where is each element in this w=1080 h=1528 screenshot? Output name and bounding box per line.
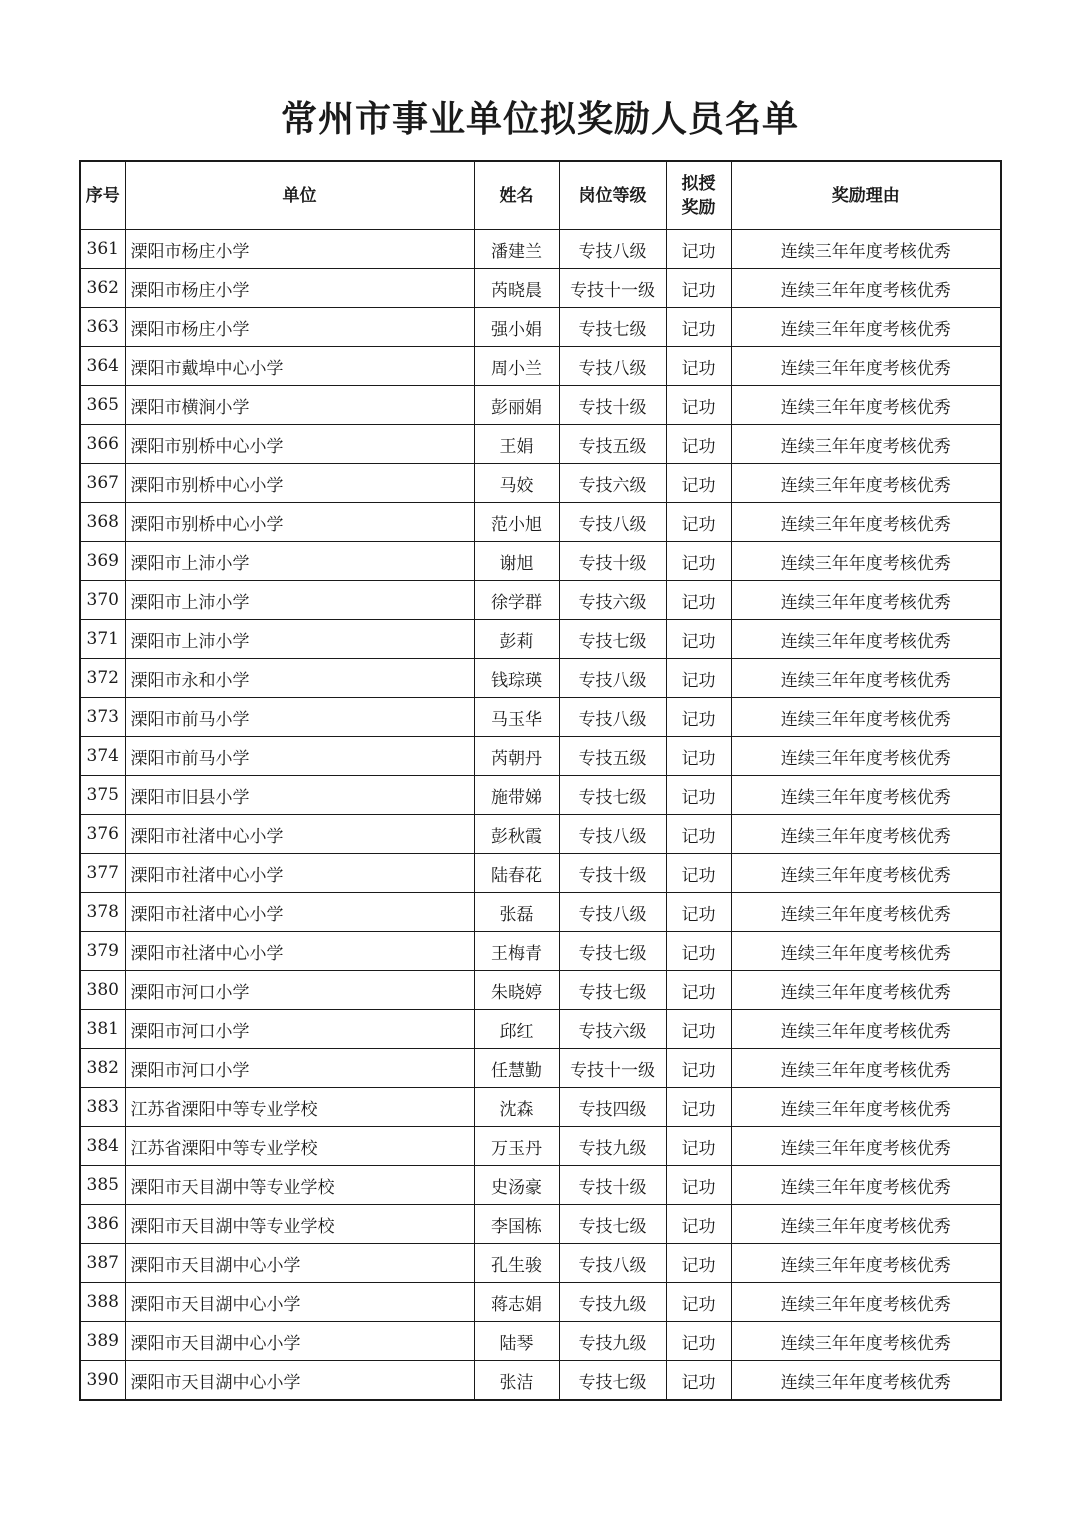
cell-serial: 376 <box>80 815 125 854</box>
table-row <box>80 464 1001 503</box>
header-name: 姓名 <box>474 161 559 230</box>
cell-serial: 364 <box>80 347 125 386</box>
cell-serial: 380 <box>80 971 125 1010</box>
cell-unit: 溧阳市杨庄小学 <box>125 230 474 269</box>
cell-award: 记功 <box>666 698 731 737</box>
cell-post-level: 专技十级 <box>559 1166 666 1205</box>
cell-reason: 连续三年年度考核优秀 <box>731 1127 1001 1166</box>
cell-post-level: 专技四级 <box>559 1088 666 1127</box>
cell-serial: 382 <box>80 1049 125 1088</box>
table-row <box>80 971 1001 1010</box>
cell-award: 记功 <box>666 1322 731 1361</box>
cell-name: 沈森 <box>474 1088 559 1127</box>
table-row <box>80 230 1001 269</box>
cell-reason: 连续三年年度考核优秀 <box>731 776 1001 815</box>
cell-serial: 371 <box>80 620 125 659</box>
cell-reason: 连续三年年度考核优秀 <box>731 464 1001 503</box>
cell-reason: 连续三年年度考核优秀 <box>731 347 1001 386</box>
cell-reason: 连续三年年度考核优秀 <box>731 1010 1001 1049</box>
cell-reason: 连续三年年度考核优秀 <box>731 971 1001 1010</box>
table-row <box>80 620 1001 659</box>
cell-award: 记功 <box>666 1166 731 1205</box>
cell-post-level: 专技七级 <box>559 932 666 971</box>
cell-unit: 溧阳市别桥中心小学 <box>125 464 474 503</box>
cell-unit: 溧阳市上沛小学 <box>125 542 474 581</box>
cell-post-level: 专技十级 <box>559 854 666 893</box>
cell-award: 记功 <box>666 1127 731 1166</box>
cell-unit: 溧阳市河口小学 <box>125 971 474 1010</box>
cell-post-level: 专技十级 <box>559 386 666 425</box>
cell-name: 潘建兰 <box>474 230 559 269</box>
cell-serial: 373 <box>80 698 125 737</box>
cell-unit: 溧阳市社渚中心小学 <box>125 893 474 932</box>
cell-unit: 溧阳市上沛小学 <box>125 581 474 620</box>
cell-serial: 384 <box>80 1127 125 1166</box>
header-unit: 单位 <box>125 161 474 230</box>
cell-reason: 连续三年年度考核优秀 <box>731 1166 1001 1205</box>
cell-award: 记功 <box>666 347 731 386</box>
table-row <box>80 737 1001 776</box>
cell-award: 记功 <box>666 581 731 620</box>
cell-post-level: 专技十级 <box>559 542 666 581</box>
cell-unit: 溧阳市戴埠中心小学 <box>125 347 474 386</box>
cell-name: 强小娟 <box>474 308 559 347</box>
cell-unit: 江苏省溧阳中等专业学校 <box>125 1127 474 1166</box>
cell-post-level: 专技九级 <box>559 1283 666 1322</box>
cell-reason: 连续三年年度考核优秀 <box>731 1205 1001 1244</box>
table-row <box>80 893 1001 932</box>
cell-unit: 溧阳市永和小学 <box>125 659 474 698</box>
table-row <box>80 1127 1001 1166</box>
cell-unit: 溧阳市天目湖中心小学 <box>125 1283 474 1322</box>
cell-unit: 溧阳市别桥中心小学 <box>125 503 474 542</box>
cell-reason: 连续三年年度考核优秀 <box>731 932 1001 971</box>
cell-name: 彭丽娟 <box>474 386 559 425</box>
cell-unit: 溧阳市前马小学 <box>125 737 474 776</box>
cell-post-level: 专技五级 <box>559 737 666 776</box>
cell-serial: 378 <box>80 893 125 932</box>
table-row <box>80 659 1001 698</box>
cell-name: 陆琴 <box>474 1322 559 1361</box>
cell-post-level: 专技七级 <box>559 1361 666 1401</box>
cell-name: 蒋志娟 <box>474 1283 559 1322</box>
cell-unit: 溧阳市河口小学 <box>125 1049 474 1088</box>
cell-post-level: 专技十一级 <box>559 1049 666 1088</box>
cell-name: 万玉丹 <box>474 1127 559 1166</box>
cell-serial: 362 <box>80 269 125 308</box>
cell-serial: 361 <box>80 230 125 269</box>
cell-name: 施带娣 <box>474 776 559 815</box>
table-row <box>80 698 1001 737</box>
cell-serial: 389 <box>80 1322 125 1361</box>
cell-award: 记功 <box>666 854 731 893</box>
cell-name: 任慧勤 <box>474 1049 559 1088</box>
cell-unit: 溧阳市天目湖中等专业学校 <box>125 1166 474 1205</box>
cell-reason: 连续三年年度考核优秀 <box>731 230 1001 269</box>
cell-post-level: 专技六级 <box>559 581 666 620</box>
cell-serial: 366 <box>80 425 125 464</box>
cell-award: 记功 <box>666 1283 731 1322</box>
cell-unit: 江苏省溧阳中等专业学校 <box>125 1088 474 1127</box>
table-row <box>80 1049 1001 1088</box>
cell-award: 记功 <box>666 269 731 308</box>
cell-serial: 369 <box>80 542 125 581</box>
cell-unit: 溧阳市别桥中心小学 <box>125 425 474 464</box>
cell-reason: 连续三年年度考核优秀 <box>731 815 1001 854</box>
cell-award: 记功 <box>666 893 731 932</box>
cell-serial: 375 <box>80 776 125 815</box>
cell-unit: 溧阳市杨庄小学 <box>125 308 474 347</box>
cell-reason: 连续三年年度考核优秀 <box>731 542 1001 581</box>
cell-name: 周小兰 <box>474 347 559 386</box>
cell-unit: 溧阳市杨庄小学 <box>125 269 474 308</box>
cell-name: 谢旭 <box>474 542 559 581</box>
cell-reason: 连续三年年度考核优秀 <box>731 698 1001 737</box>
table-row <box>80 503 1001 542</box>
cell-reason: 连续三年年度考核优秀 <box>731 737 1001 776</box>
cell-award: 记功 <box>666 932 731 971</box>
cell-reason: 连续三年年度考核优秀 <box>731 308 1001 347</box>
cell-unit: 溧阳市社渚中心小学 <box>125 815 474 854</box>
table-row <box>80 932 1001 971</box>
cell-award: 记功 <box>666 659 731 698</box>
header-reason: 奖励理由 <box>731 161 1001 230</box>
cell-name: 陆春花 <box>474 854 559 893</box>
cell-reason: 连续三年年度考核优秀 <box>731 269 1001 308</box>
table-body <box>80 230 1001 1401</box>
table-row <box>80 1010 1001 1049</box>
cell-award: 记功 <box>666 1010 731 1049</box>
cell-name: 彭秋霞 <box>474 815 559 854</box>
cell-reason: 连续三年年度考核优秀 <box>731 425 1001 464</box>
cell-unit: 溧阳市上沛小学 <box>125 620 474 659</box>
cell-post-level: 专技八级 <box>559 347 666 386</box>
cell-name: 张磊 <box>474 893 559 932</box>
cell-name: 芮朝丹 <box>474 737 559 776</box>
table-row <box>80 1244 1001 1283</box>
cell-name: 芮晓晨 <box>474 269 559 308</box>
cell-unit: 溧阳市天目湖中心小学 <box>125 1361 474 1401</box>
table-row <box>80 1361 1001 1401</box>
cell-post-level: 专技八级 <box>559 1244 666 1283</box>
cell-post-level: 专技五级 <box>559 425 666 464</box>
cell-award: 记功 <box>666 542 731 581</box>
cell-name: 徐学群 <box>474 581 559 620</box>
cell-award: 记功 <box>666 503 731 542</box>
cell-name: 马玉华 <box>474 698 559 737</box>
table-row <box>80 1283 1001 1322</box>
cell-unit: 溧阳市社渚中心小学 <box>125 932 474 971</box>
cell-post-level: 专技七级 <box>559 308 666 347</box>
cell-award: 记功 <box>666 1244 731 1283</box>
table-row <box>80 1205 1001 1244</box>
cell-post-level: 专技七级 <box>559 776 666 815</box>
cell-unit: 溧阳市天目湖中等专业学校 <box>125 1205 474 1244</box>
cell-serial: 368 <box>80 503 125 542</box>
table-row <box>80 815 1001 854</box>
cell-award: 记功 <box>666 230 731 269</box>
cell-reason: 连续三年年度考核优秀 <box>731 1244 1001 1283</box>
table-row <box>80 1088 1001 1127</box>
cell-name: 邱红 <box>474 1010 559 1049</box>
cell-serial: 370 <box>80 581 125 620</box>
cell-unit: 溧阳市天目湖中心小学 <box>125 1244 474 1283</box>
cell-serial: 363 <box>80 308 125 347</box>
cell-post-level: 专技六级 <box>559 464 666 503</box>
cell-award: 记功 <box>666 1049 731 1088</box>
cell-name: 王梅青 <box>474 932 559 971</box>
table-row <box>80 542 1001 581</box>
table-row <box>80 854 1001 893</box>
cell-reason: 连续三年年度考核优秀 <box>731 854 1001 893</box>
cell-serial: 367 <box>80 464 125 503</box>
page-title: 常州市事业单位拟奖励人员名单 <box>280 99 799 140</box>
cell-name: 王娟 <box>474 425 559 464</box>
cell-name: 孔生骏 <box>474 1244 559 1283</box>
cell-award: 记功 <box>666 464 731 503</box>
cell-reason: 连续三年年度考核优秀 <box>731 386 1001 425</box>
table-row <box>80 1166 1001 1205</box>
table-header-row <box>80 161 1001 230</box>
cell-reason: 连续三年年度考核优秀 <box>731 620 1001 659</box>
table-row <box>80 425 1001 464</box>
cell-reason: 连续三年年度考核优秀 <box>731 659 1001 698</box>
cell-name: 李国栋 <box>474 1205 559 1244</box>
cell-award: 记功 <box>666 1361 731 1401</box>
cell-serial: 381 <box>80 1010 125 1049</box>
cell-award: 记功 <box>666 815 731 854</box>
table-row <box>80 269 1001 308</box>
cell-post-level: 专技七级 <box>559 1205 666 1244</box>
cell-award: 记功 <box>666 620 731 659</box>
cell-serial: 365 <box>80 386 125 425</box>
cell-name: 范小旭 <box>474 503 559 542</box>
cell-post-level: 专技六级 <box>559 1010 666 1049</box>
cell-award: 记功 <box>666 425 731 464</box>
cell-name: 张洁 <box>474 1361 559 1401</box>
cell-award: 记功 <box>666 1088 731 1127</box>
cell-serial: 383 <box>80 1088 125 1127</box>
table-row <box>80 776 1001 815</box>
cell-award: 记功 <box>666 1205 731 1244</box>
cell-unit: 溧阳市社渚中心小学 <box>125 854 474 893</box>
award-list-table <box>79 160 1002 1401</box>
cell-reason: 连续三年年度考核优秀 <box>731 1049 1001 1088</box>
cell-award: 记功 <box>666 308 731 347</box>
cell-post-level: 专技七级 <box>559 971 666 1010</box>
cell-unit: 溧阳市旧县小学 <box>125 776 474 815</box>
table-row <box>80 308 1001 347</box>
header-serial: 序号 <box>80 161 125 230</box>
cell-unit: 溧阳市天目湖中心小学 <box>125 1322 474 1361</box>
cell-post-level: 专技十一级 <box>559 269 666 308</box>
cell-post-level: 专技七级 <box>559 620 666 659</box>
cell-post-level: 专技九级 <box>559 1322 666 1361</box>
cell-post-level: 专技八级 <box>559 815 666 854</box>
cell-serial: 390 <box>80 1361 125 1401</box>
cell-award: 记功 <box>666 971 731 1010</box>
header-post-level: 岗位等级 <box>559 161 666 230</box>
cell-reason: 连续三年年度考核优秀 <box>731 1283 1001 1322</box>
cell-unit: 溧阳市河口小学 <box>125 1010 474 1049</box>
cell-name: 史汤豪 <box>474 1166 559 1205</box>
cell-reason: 连续三年年度考核优秀 <box>731 1088 1001 1127</box>
cell-post-level: 专技九级 <box>559 1127 666 1166</box>
cell-reason: 连续三年年度考核优秀 <box>731 1361 1001 1401</box>
cell-post-level: 专技八级 <box>559 893 666 932</box>
cell-serial: 386 <box>80 1205 125 1244</box>
cell-reason: 连续三年年度考核优秀 <box>731 503 1001 542</box>
table-row <box>80 347 1001 386</box>
table-row <box>80 581 1001 620</box>
cell-name: 彭莉 <box>474 620 559 659</box>
table-row <box>80 386 1001 425</box>
cell-name: 钱琮瑛 <box>474 659 559 698</box>
cell-serial: 379 <box>80 932 125 971</box>
cell-post-level: 专技八级 <box>559 659 666 698</box>
table-row <box>80 1322 1001 1361</box>
header-award: 拟授 奖励 <box>666 161 731 230</box>
cell-unit: 溧阳市横涧小学 <box>125 386 474 425</box>
cell-serial: 377 <box>80 854 125 893</box>
cell-award: 记功 <box>666 776 731 815</box>
cell-serial: 374 <box>80 737 125 776</box>
cell-serial: 388 <box>80 1283 125 1322</box>
cell-post-level: 专技八级 <box>559 230 666 269</box>
cell-award: 记功 <box>666 386 731 425</box>
cell-post-level: 专技八级 <box>559 698 666 737</box>
cell-name: 马姣 <box>474 464 559 503</box>
cell-name: 朱晓婷 <box>474 971 559 1010</box>
cell-post-level: 专技八级 <box>559 503 666 542</box>
cell-serial: 387 <box>80 1244 125 1283</box>
cell-serial: 372 <box>80 659 125 698</box>
cell-unit: 溧阳市前马小学 <box>125 698 474 737</box>
cell-serial: 385 <box>80 1166 125 1205</box>
cell-award: 记功 <box>666 737 731 776</box>
cell-reason: 连续三年年度考核优秀 <box>731 1322 1001 1361</box>
cell-reason: 连续三年年度考核优秀 <box>731 893 1001 932</box>
cell-reason: 连续三年年度考核优秀 <box>731 581 1001 620</box>
